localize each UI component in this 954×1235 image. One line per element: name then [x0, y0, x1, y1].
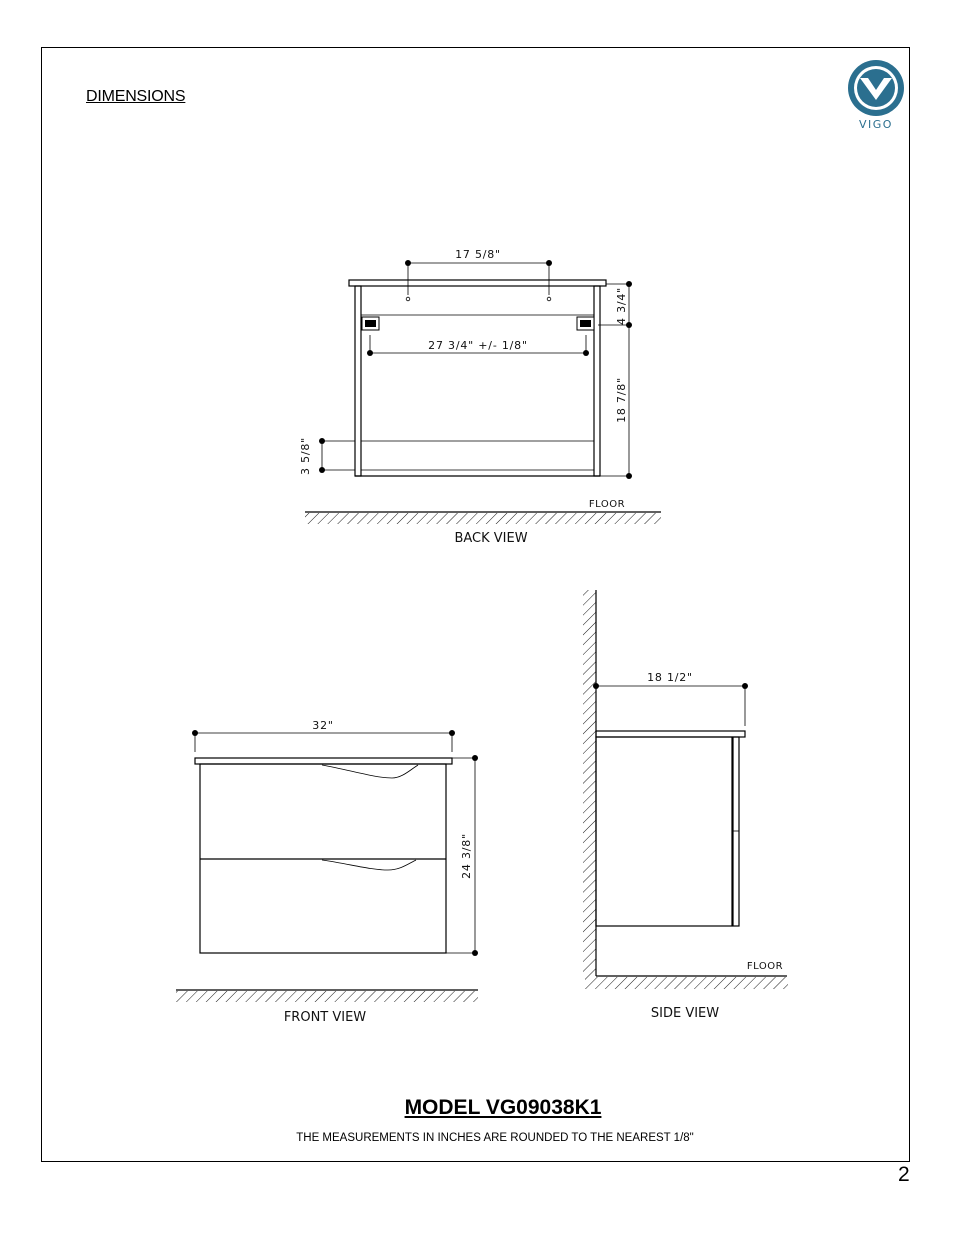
side-depth-label: 18 1/2": [647, 671, 693, 684]
vigo-logo: [848, 60, 904, 131]
measurement-footnote: THE MEASUREMENTS IN INCHES ARE ROUNDED TO THE NEAREST 1/8": [296, 1132, 694, 1144]
logo-text: VIGO: [859, 118, 893, 131]
back-countertop: [349, 280, 606, 286]
top-drawer-handle: [322, 765, 418, 778]
back-view-label: BACK VIEW: [454, 531, 528, 546]
model-title: MODEL VG09038K1: [404, 1096, 602, 1119]
side-floor-hatch: [585, 977, 788, 989]
front-view-label: FRONT VIEW: [283, 1010, 367, 1025]
logo-inner-disc: [857, 69, 895, 107]
bracket-spacing-label: 17 5/8": [455, 248, 501, 261]
dimensions-heading: DIMENSIONS: [86, 88, 186, 105]
page-number: 2: [898, 1163, 910, 1186]
bottom-drawer-handle: [322, 860, 416, 870]
mount-width-label: 27 3/4" +/- 1/8": [428, 339, 528, 352]
right-hole-icon: [547, 297, 551, 301]
side-floor-label: FLOOR: [746, 961, 784, 972]
front-floor-hatch: [176, 991, 478, 1002]
top-to-mount-label: 4 3/4": [615, 286, 628, 326]
left-hole-icon: [406, 297, 410, 301]
side-view-label: SIDE VIEW: [650, 1006, 720, 1021]
front-width-label: 32": [312, 719, 334, 732]
side-wall-hatch: [583, 590, 596, 977]
mount-to-bottom-label: 18 7/8": [615, 377, 628, 423]
front-countertop: [195, 758, 452, 764]
front-view: [176, 719, 478, 1025]
front-height-label: 24 3/8": [460, 833, 473, 879]
bottom-rail-label: 3 5/8": [299, 436, 312, 476]
back-floor-label: FLOOR: [588, 499, 626, 510]
side-drawer-fronts: [733, 737, 739, 926]
back-left-panel: [355, 286, 361, 476]
back-floor-hatch: [305, 513, 661, 524]
side-countertop: [596, 731, 745, 737]
back-right-panel: [594, 286, 600, 476]
side-view: [583, 590, 788, 1021]
back-view: [299, 248, 661, 546]
side-cabinet-body: [596, 737, 732, 926]
